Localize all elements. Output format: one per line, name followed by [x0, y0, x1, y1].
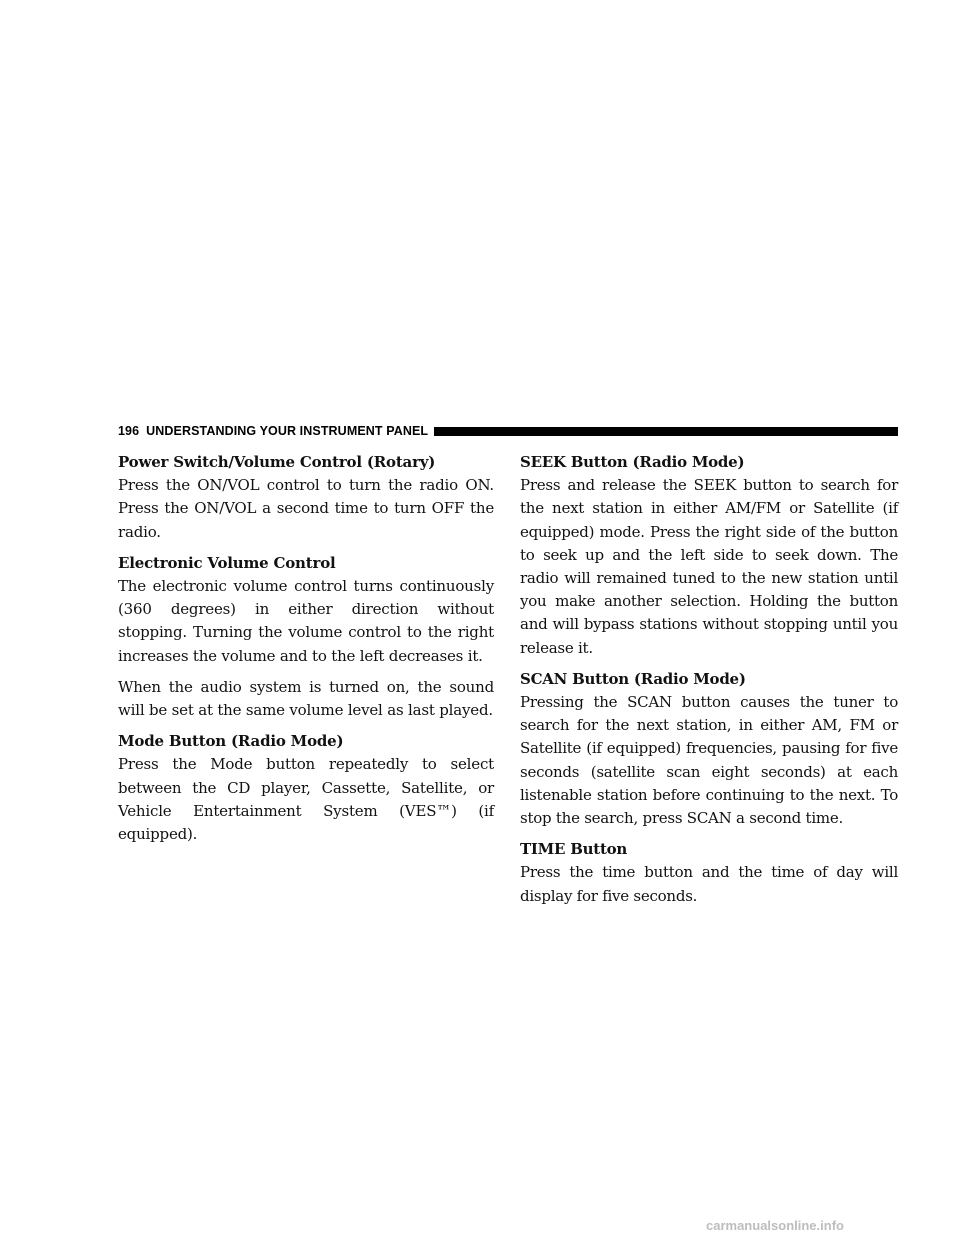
section-scan-button — [520, 668, 898, 830]
page-header — [118, 423, 898, 439]
section-electronic-volume — [118, 552, 494, 722]
section-heading: Power Switch/Volume Control (Rotary) — [118, 453, 436, 471]
section-paragraph: When the audio system is turned on, the sound will be set at the same volume level as last played. — [118, 677, 494, 720]
section-paragraph: Press and release the SEEK button to search for the next station in either AM/FM or Satellite (if equipped) mode. Press the right side of the button to seek up and the left side to seek down. The radio will remained tuned to the new station until you make another selection. Holding the button and will bypass stations without stopping until you release it. — [520, 476, 898, 657]
section-heading: Mode Button (Radio Mode) — [118, 732, 344, 751]
section-paragraph: The electronic volume control turns continuously (360 degrees) in either direction without stopping. Turning the volume control to the right increases the volume and to the left decreases it. — [118, 577, 494, 665]
section-power-switch — [118, 451, 494, 544]
section-heading: Electronic Volume Control — [118, 553, 336, 572]
section-title: UNDERSTANDING YOUR INSTRUMENT PANEL — [146, 424, 429, 438]
right-column — [520, 451, 898, 916]
section-heading: SEEK Button (Radio Mode) — [520, 453, 745, 471]
header-rule — [434, 427, 898, 436]
section-paragraph: Press the ON/VOL control to turn the radio ON. Press the ON/VOL a second time to turn OFF the radio. — [118, 476, 494, 541]
section-seek-button — [520, 451, 898, 660]
section-time-button — [520, 838, 898, 908]
section-mode-button — [118, 730, 494, 846]
section-paragraph: Press the Mode button repeatedly to select between the CD player, Cassette, Satellite, or Vehicle Entertainment System (VES™) (if equipped). — [118, 755, 494, 844]
page-number: 196 — [118, 424, 140, 438]
section-paragraph: Press the time button and the time of day will display for five seconds. — [520, 863, 898, 905]
section-paragraph: Pressing the SCAN button causes the tuner to search for the next station, in either AM, FM or Satellite (if equipped) frequencies, pausing for five seconds (satellite scan eight seconds) at each listenable station before continuing to the next. To stop the search, press SCAN a second time. — [520, 693, 898, 828]
section-heading: TIME Button — [520, 840, 628, 859]
left-column — [118, 451, 494, 854]
watermark-text: carmanualsonline.info — [706, 1218, 844, 1233]
section-heading: SCAN Button (Radio Mode) — [520, 669, 746, 688]
